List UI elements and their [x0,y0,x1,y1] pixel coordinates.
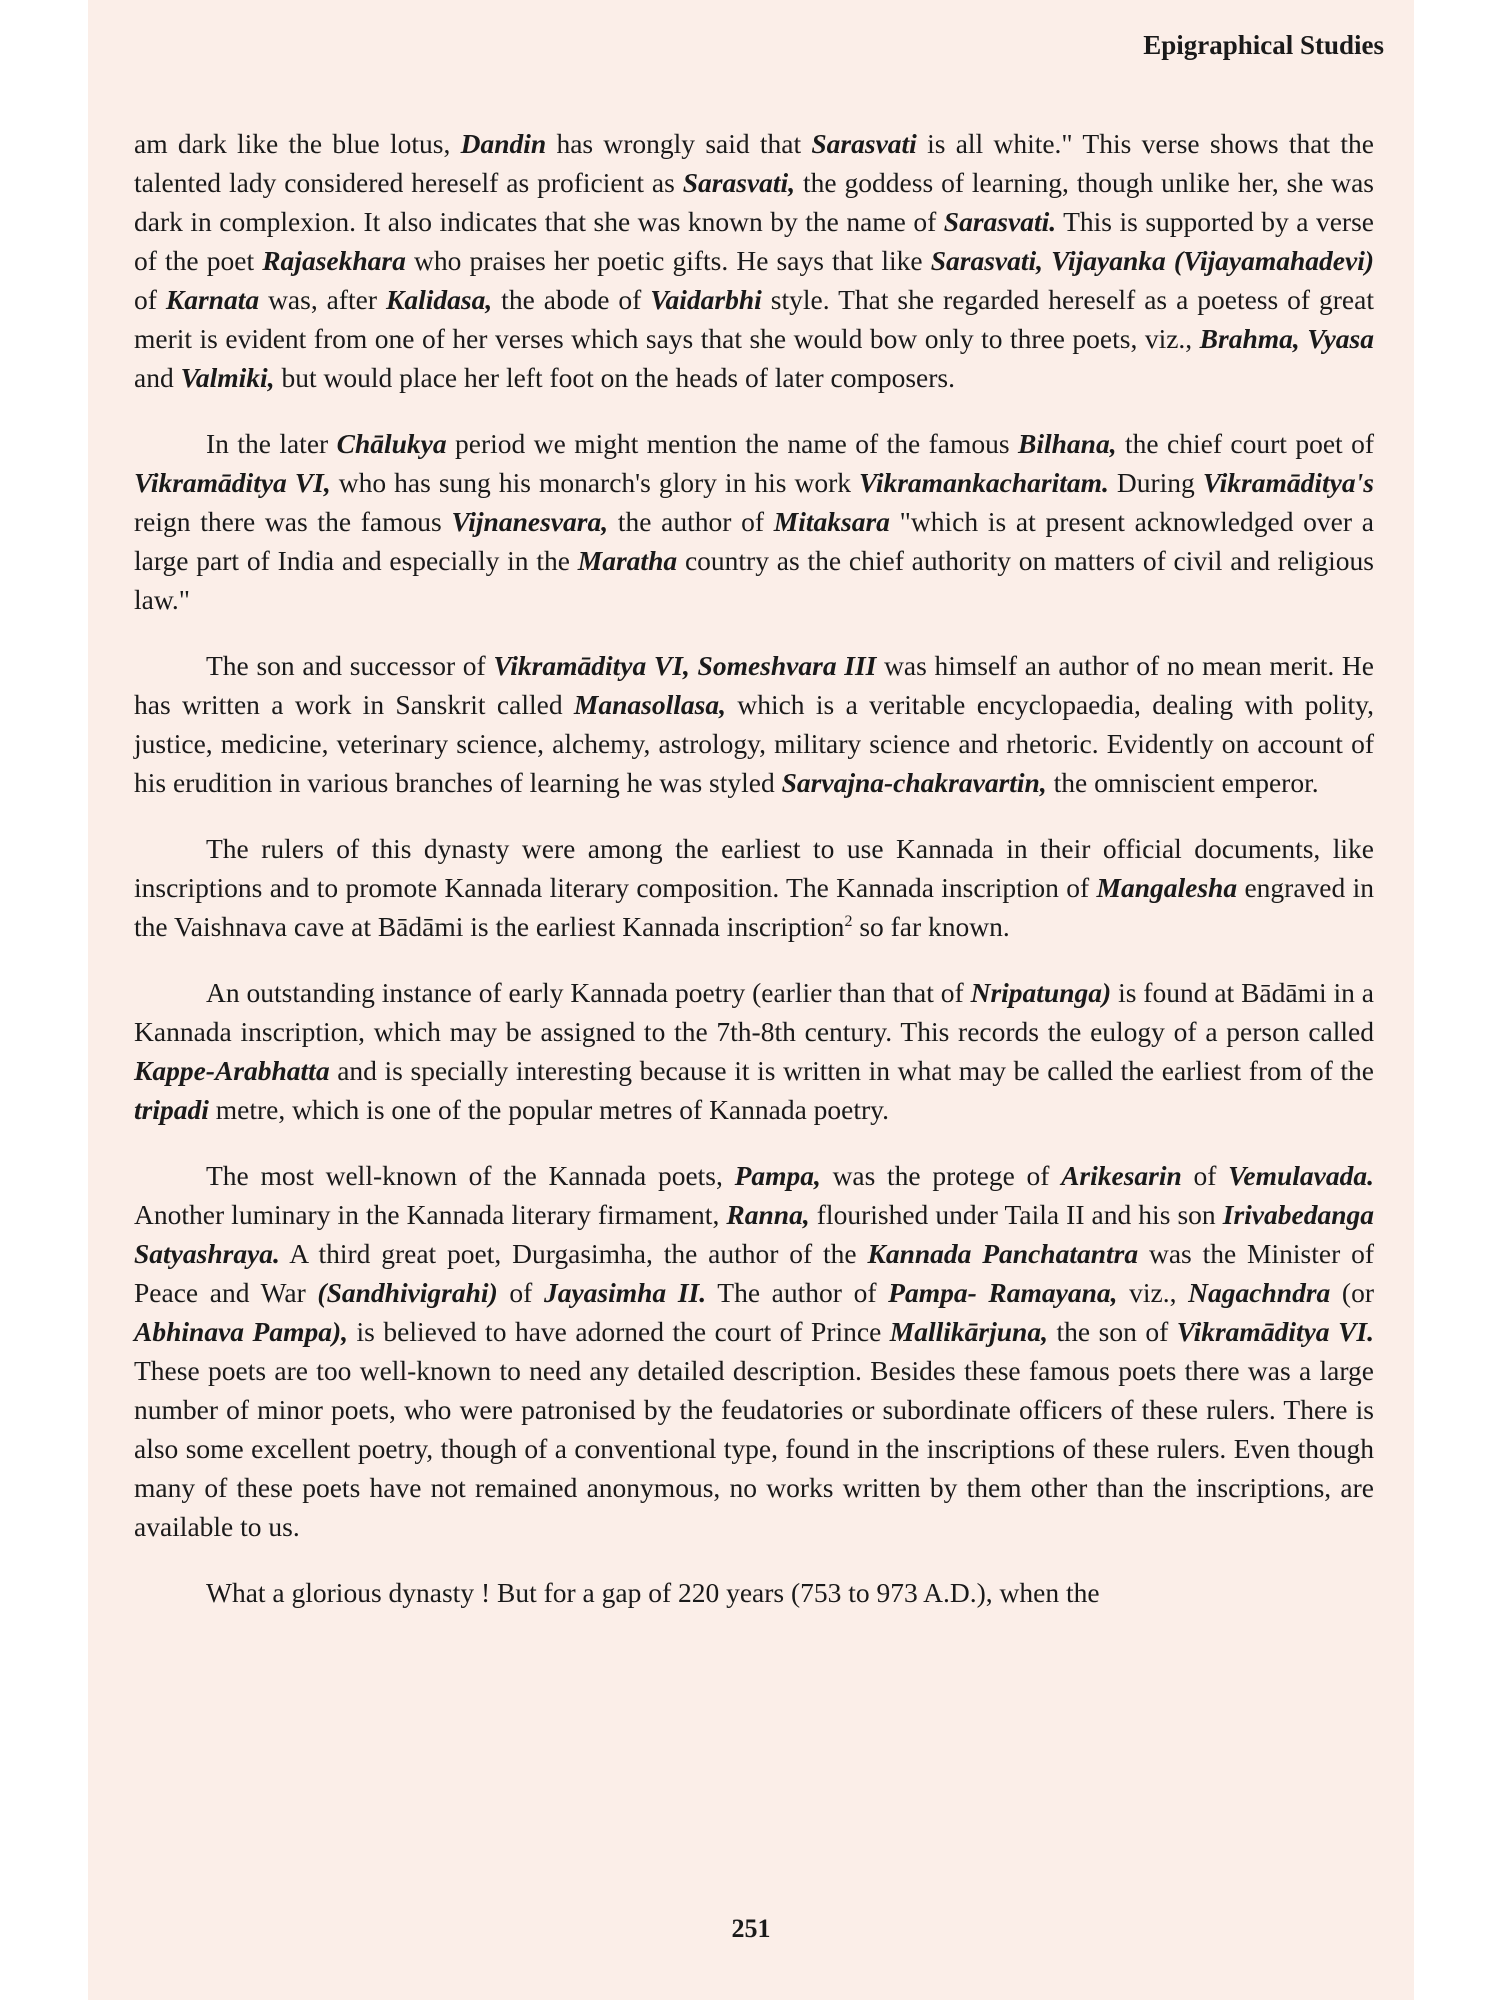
running-header: Epigraphical Studies [1143,30,1384,60]
text-run: metre, which is one of the popular metres of Kannada poetry. [208,1094,890,1125]
italic-term: Mallikārjuna, [889,1316,1048,1347]
text-run: viz., [1117,1277,1189,1308]
text-run: am dark like the blue lotus, [134,128,461,159]
italic-term: Irivabedanga Satyashraya. [134,1199,1374,1269]
text-run: flourished under Taila II and his son [809,1199,1223,1230]
italic-term: Vaidarbhi [650,284,762,315]
text-run: The rulers of this dynasty were among the earliest to use Kannada in their official documents, like inscriptions and to promote Kannada literary composition. The Kannada inscription of [134,833,1374,903]
text-run: In the later [206,428,337,459]
italic-term: Dandin [460,128,547,159]
italic-term: Maratha [577,545,678,576]
italic-term: Karnata [165,284,260,315]
text-run: period we might mention the name of the famous [446,428,1019,459]
text-run: of [497,1277,544,1308]
text-run: of [134,284,166,315]
text-run: and is specially interesting because it is written in what may be called the earliest from of the [329,1055,1374,1086]
text-run: was the protege of [820,1160,1062,1191]
text-run: the goddess of learning, though unlike her, she was dark in complexion. It also indicates that she was known by the name of [134,167,1374,237]
paragraph-1 [134,124,1374,397]
text-run: who has sung his monarch's glory in his work [330,467,860,498]
italic-term: Vemulavada. [1228,1160,1374,1191]
italic-term: Pampa, [734,1160,821,1191]
text-run: was the Minister of Peace and War [134,1238,1374,1308]
italic-term: Ranna, [726,1199,810,1230]
text-run: The son and successor of [206,650,494,681]
text-run: was, after [259,284,387,315]
italic-term: Vikramāditya VI, [134,467,331,498]
italic-term: Kalidasa, [386,284,493,315]
italic-term: Vijnanesvara, [451,506,609,537]
italic-term: Sarasvati. [943,206,1057,237]
italic-term: (Sandhivigrahi) [317,1277,498,1308]
paragraph-4 [134,829,1374,946]
text-run: was himself an author of no mean merit. He has written a work in Sanskrit called [134,650,1375,720]
italic-term: Bilhana, [1018,428,1117,459]
italic-term: Pampa- Ramayana, [888,1277,1118,1308]
text-run: reign there was the famous [134,506,452,537]
text-run: of [1181,1160,1229,1191]
text-run: who praises her poetic gifts. He says that like [405,245,931,276]
italic-term: tripadi [134,1094,209,1125]
paragraph-6 [134,1156,1374,1546]
text-run: These poets are too well-known to need any detailed description. Besides these famous poets there was a large number of minor poets, who were patronised by the feudatories or subordinate officers of these rulers. There is also some excellent poetry, though of a conventional type, found in the inscriptions of these rulers. Even though many of these poets have not remained anonymous, no works written by them other than the inscriptions, are available to us. [134,1355,1374,1542]
italic-term: Rajasekhara [262,245,406,276]
italic-term: Sarasvati, Vijayanka (Vijayamahadevi) [930,245,1374,276]
text-run: has wrongly said that [546,128,812,159]
text-run: An outstanding instance of early Kannada poetry (earlier than that of [206,977,971,1008]
text-run: and [134,362,181,393]
body-text [134,124,1374,1612]
italic-term: Sarasvati, [682,167,796,198]
italic-term: Sarasvati [811,128,917,159]
italic-term: Vikramāditya VI, Someshvara III [493,650,877,681]
text-run: but would place her left foot on the heads of later composers. [274,362,955,393]
italic-term: Chālukya [336,428,447,459]
paragraph-3 [134,646,1374,802]
paragraph-2 [134,424,1374,619]
text-run: (or [1330,1277,1374,1308]
text-run: so far known. [852,911,1010,942]
document-page [88,0,1414,2000]
italic-term: Nagachndra [1188,1277,1331,1308]
text-run: which is a veritable encyclopaedia, dealing with polity, justice, medicine, veterinary science, alchemy, astrology, military science and rhetoric. Evidently on account of his erudition in various branches of learning he was styled [134,689,1374,798]
italic-term: Nripatunga) [970,977,1112,1008]
text-run: is found at Bādāmi in a Kannada inscription, which may be assigned to the 7th-8th century. This records the eulogy of a person called [134,977,1375,1047]
text-run: The most well-known of the Kannada poets, [206,1160,735,1191]
italic-term: Kappe-Arabhatta [134,1055,330,1086]
text-run: engraved in the Vaishnava cave at Bādāmi is the earliest Kannada inscription [134,872,1374,942]
italic-term: Sarvajna-chakravartin, [781,767,1047,798]
footnote-marker: 2 [844,912,853,930]
text-run: is all white." This verse shows that the talented lady considered hereself as proficient as [134,128,1374,198]
text-run: is believed to have adorned the court of Prince [348,1316,890,1347]
italic-term: Vikramankacharitam. [859,467,1109,498]
text-run: A third great poet, Durgasimha, the author of the [279,1238,868,1269]
text-run: the author of [608,506,774,537]
italic-term: Vikramāditya VI. [1176,1316,1374,1347]
italic-term: Mitaksara [773,506,890,537]
italic-term: Vikramāditya's [1202,467,1374,498]
text-run: The author of [706,1277,889,1308]
italic-term: Valmiki, [180,362,275,393]
text-run: style. That she regarded hereself as a poetess of great merit is evident from one of her verses which says that she would bow only to three poets, viz., [134,284,1374,354]
italic-term: Brahma, Vyasa [1199,323,1374,354]
text-run: During [1108,467,1203,498]
text-run: What a glorious dynasty ! But for a gap of 220 years (753 to 973 A.D.), when the [206,1577,1100,1608]
italic-term: Kannada Panchatantra [867,1238,1139,1269]
text-run: the abode of [492,284,651,315]
text-run: the chief court poet of [1116,428,1374,459]
text-run: the omniscient emperor. [1046,767,1319,798]
text-run: the son of [1047,1316,1177,1347]
page-number: 251 [731,1914,771,1943]
italic-term: Abhinava Pampa), [134,1316,349,1347]
text-run: country as the chief authority on matters of civil and religious law." [134,545,1374,615]
paragraph-5 [134,973,1374,1129]
text-run: Another luminary in the Kannada literary firmament, [134,1199,727,1230]
text-run: This is supported by a verse of the poet [134,206,1374,276]
italic-term: Arikesarin [1061,1160,1182,1191]
text-run: "which is at present acknowledged over a large part of India and especially in the [134,506,1374,576]
paragraph-7 [134,1573,1374,1612]
italic-term: Manasollasa, [573,689,726,720]
italic-term: Mangalesha [1096,872,1238,903]
italic-term: Jayasimha II. [543,1277,707,1308]
